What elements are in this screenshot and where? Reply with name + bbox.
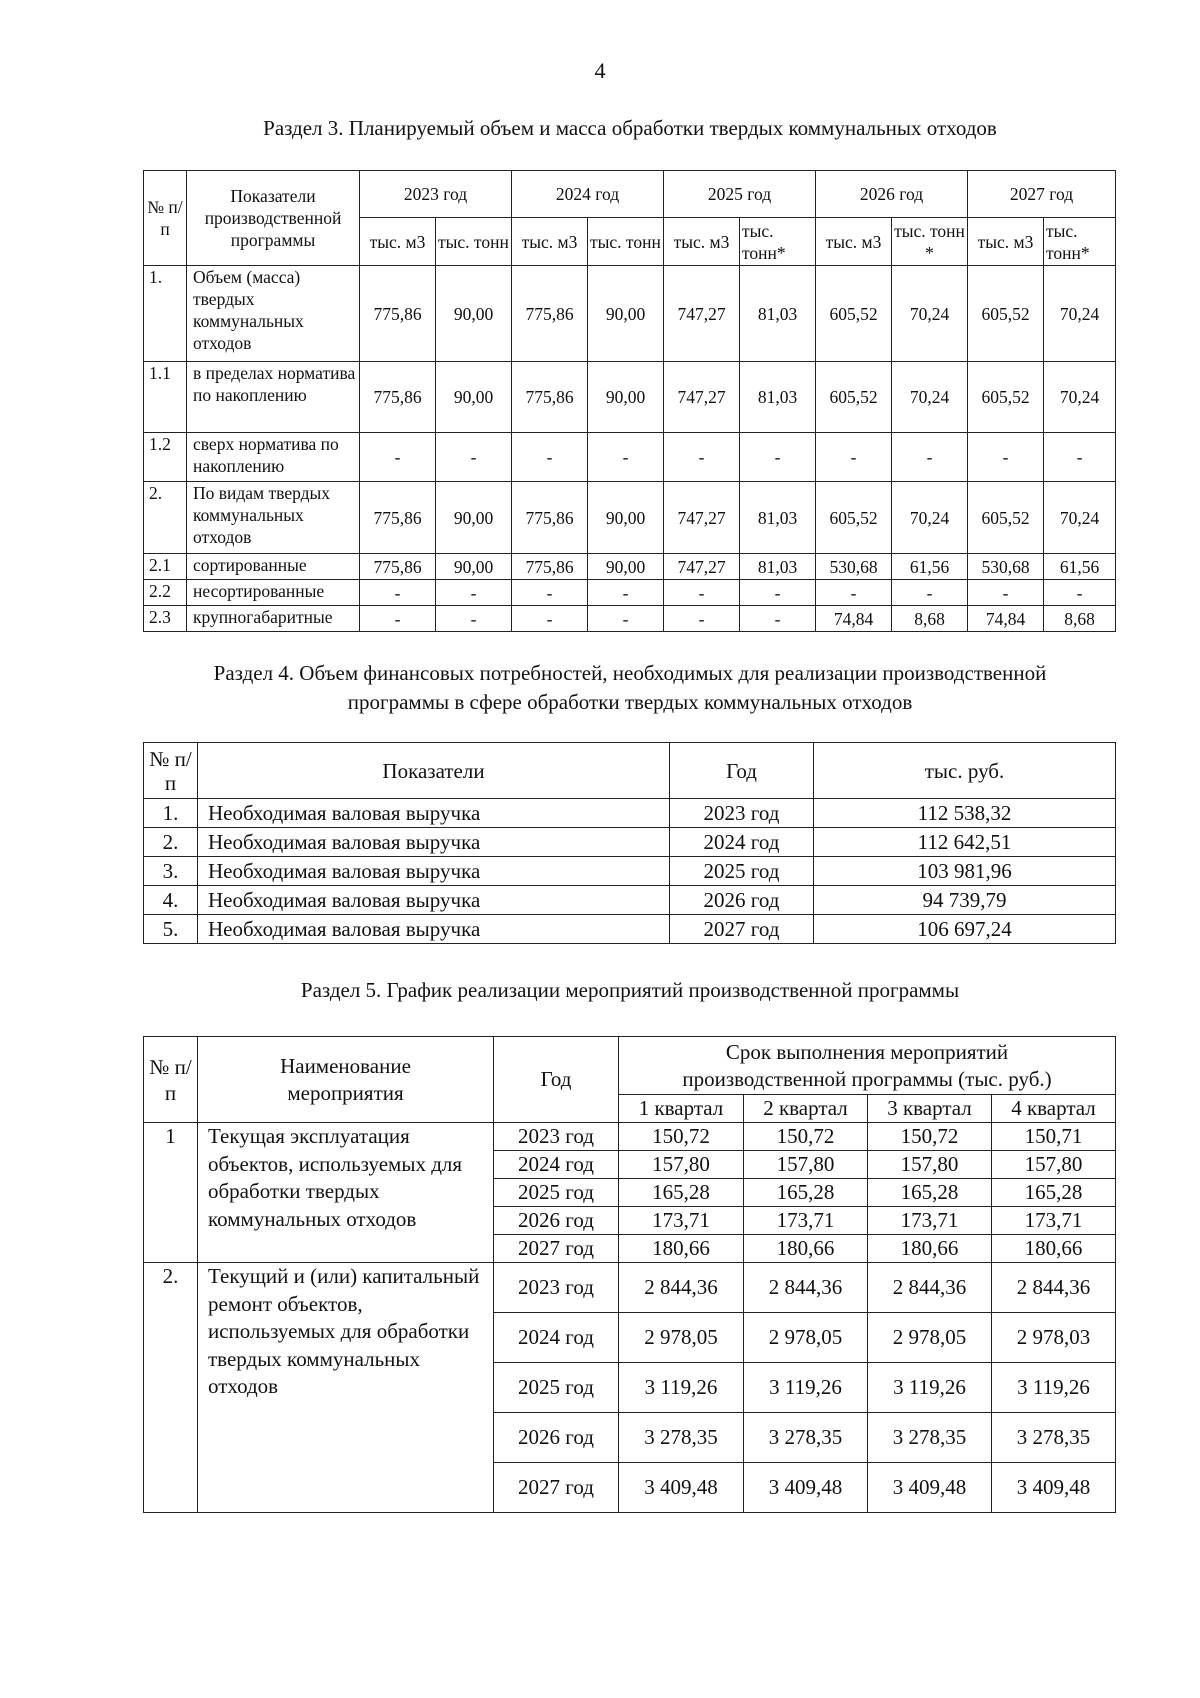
header-quarter: 3 квартал xyxy=(868,1095,992,1123)
table-row xyxy=(144,580,1116,606)
cell: 70,24 xyxy=(1044,266,1116,362)
cell: 61,56 xyxy=(1044,554,1116,580)
cell: 2 844,36 xyxy=(744,1263,868,1313)
header-unit: тыс. м3 xyxy=(664,218,740,266)
cell: 3 119,26 xyxy=(992,1363,1116,1413)
cell: 605,52 xyxy=(968,482,1044,554)
row-year: 2024 год xyxy=(670,828,814,857)
row-num: 1. xyxy=(144,266,187,362)
row-num: 2.3 xyxy=(144,606,187,632)
cell: 150,72 xyxy=(744,1123,868,1151)
row-num: 3. xyxy=(144,857,198,886)
cell: 157,80 xyxy=(992,1151,1116,1179)
section4-title-line2: программы в сфере обработки твердых коммунальных отходов xyxy=(347,690,913,714)
cell: 90,00 xyxy=(588,482,664,554)
table-row xyxy=(144,915,1116,944)
cell: 173,71 xyxy=(868,1207,992,1235)
cell: 70,24 xyxy=(892,482,968,554)
row-year: 2027 год xyxy=(494,1235,619,1263)
header-num: № п/п xyxy=(144,1037,198,1123)
cell: 747,27 xyxy=(664,554,740,580)
cell: 150,72 xyxy=(868,1123,992,1151)
table-row xyxy=(144,886,1116,915)
cell: 70,24 xyxy=(892,266,968,362)
cell: 165,28 xyxy=(868,1179,992,1207)
row-num: 5. xyxy=(144,915,198,944)
section5-table xyxy=(143,1036,1116,1513)
row-year: 2023 год xyxy=(670,799,814,828)
section3-table xyxy=(143,170,1116,632)
cell: - xyxy=(816,580,892,606)
section3-title: Раздел 3. Планируемый объем и масса обработки твердых коммунальных отходов xyxy=(263,116,997,140)
cell: 8,68 xyxy=(892,606,968,632)
cell: 165,28 xyxy=(619,1179,744,1207)
cell: 70,24 xyxy=(892,362,968,433)
group-label: Текущая эксплуатация объектов, используемых для обработки твердых коммунальных отходов xyxy=(198,1123,494,1263)
cell: - xyxy=(588,580,664,606)
cell: 3 409,48 xyxy=(868,1463,992,1513)
cell: 2 978,05 xyxy=(744,1313,868,1363)
cell: 157,80 xyxy=(619,1151,744,1179)
cell: - xyxy=(968,433,1044,482)
page-number: 4 xyxy=(594,58,606,83)
cell: - xyxy=(1044,433,1116,482)
cell: 157,80 xyxy=(744,1151,868,1179)
section4-title-line1: Раздел 4. Объем финансовых потребностей, необходимых для реализации производственной xyxy=(213,661,1047,685)
cell: 775,86 xyxy=(360,554,436,580)
cell: 2 844,36 xyxy=(868,1263,992,1313)
cell: 3 278,35 xyxy=(744,1413,868,1463)
cell: 90,00 xyxy=(436,482,512,554)
cell: 2 978,05 xyxy=(619,1313,744,1363)
row-year: 2026 год xyxy=(494,1207,619,1235)
header-unit: тыс. м3 xyxy=(816,218,892,266)
cell: - xyxy=(436,606,512,632)
row-year: 2027 год xyxy=(494,1463,619,1513)
group-num: 1 xyxy=(144,1123,198,1263)
cell: 150,72 xyxy=(619,1123,744,1151)
header-year: 2026 год xyxy=(816,171,968,218)
row-label: Необходимая валовая выручка xyxy=(198,828,670,857)
section4-table xyxy=(143,742,1116,944)
row-num: 1. xyxy=(144,799,198,828)
cell: 3 409,48 xyxy=(619,1463,744,1513)
cell: 70,24 xyxy=(1044,362,1116,433)
row-label: Необходимая валовая выручка xyxy=(198,886,670,915)
row-value: 112 538,32 xyxy=(814,799,1116,828)
cell: - xyxy=(512,606,588,632)
row-year: 2025 год xyxy=(494,1363,619,1413)
cell: 2 978,03 xyxy=(992,1313,1116,1363)
table-row xyxy=(144,606,1116,632)
cell: 90,00 xyxy=(436,362,512,433)
header-unit: тыс. тонн xyxy=(436,218,512,266)
cell: 150,71 xyxy=(992,1123,1116,1151)
cell: 747,27 xyxy=(664,266,740,362)
header-unit: тыс. м3 xyxy=(512,218,588,266)
table-row xyxy=(144,266,1116,362)
cell: 3 409,48 xyxy=(992,1463,1116,1513)
header-unit: тыс. м3 xyxy=(968,218,1044,266)
cell: 2 978,05 xyxy=(868,1313,992,1363)
cell: 90,00 xyxy=(436,554,512,580)
cell: 90,00 xyxy=(588,554,664,580)
row-year: 2026 год xyxy=(670,886,814,915)
cell: - xyxy=(436,580,512,606)
cell: 90,00 xyxy=(588,362,664,433)
cell: 3 119,26 xyxy=(868,1363,992,1413)
row-year: 2025 год xyxy=(494,1179,619,1207)
header-year: Год xyxy=(670,743,814,799)
cell: 173,71 xyxy=(992,1207,1116,1235)
table-row xyxy=(144,828,1116,857)
header-quarter: 1 квартал xyxy=(619,1095,744,1123)
header-year: 2027 год xyxy=(968,171,1116,218)
header-unit: тыс. тонн* xyxy=(740,218,816,266)
cell: - xyxy=(816,433,892,482)
header-num: № п/п xyxy=(144,743,198,799)
cell: - xyxy=(740,580,816,606)
section4-title xyxy=(120,659,1140,717)
group-num: 2. xyxy=(144,1263,198,1513)
cell: - xyxy=(664,433,740,482)
cell: 180,66 xyxy=(868,1235,992,1263)
cell: 605,52 xyxy=(968,362,1044,433)
cell: 90,00 xyxy=(588,266,664,362)
row-label: сортированные xyxy=(187,554,360,580)
header-year: 2023 год xyxy=(360,171,512,218)
cell: - xyxy=(588,433,664,482)
row-num: 1.1 xyxy=(144,362,187,433)
cell: 530,68 xyxy=(968,554,1044,580)
table-row xyxy=(144,482,1116,554)
cell: - xyxy=(1044,580,1116,606)
row-num: 2. xyxy=(144,828,198,857)
cell: 2 844,36 xyxy=(619,1263,744,1313)
cell: - xyxy=(512,580,588,606)
cell: 81,03 xyxy=(740,362,816,433)
cell: 180,66 xyxy=(744,1235,868,1263)
header-year: Год xyxy=(494,1037,619,1123)
row-year: 2025 год xyxy=(670,857,814,886)
row-label: Необходимая валовая выручка xyxy=(198,915,670,944)
cell: 775,86 xyxy=(360,482,436,554)
row-label: несортированные xyxy=(187,580,360,606)
cell: - xyxy=(892,580,968,606)
row-year: 2026 год xyxy=(494,1413,619,1463)
row-num: 2.2 xyxy=(144,580,187,606)
row-num: 2. xyxy=(144,482,187,554)
cell: - xyxy=(360,606,436,632)
row-value: 112 642,51 xyxy=(814,828,1116,857)
row-num: 4. xyxy=(144,886,198,915)
cell: 747,27 xyxy=(664,362,740,433)
table-row xyxy=(144,1263,1116,1313)
cell: 775,86 xyxy=(512,482,588,554)
cell: - xyxy=(968,580,1044,606)
cell: 165,28 xyxy=(992,1179,1116,1207)
header-num: № п/п xyxy=(144,171,187,266)
row-year: 2023 год xyxy=(494,1263,619,1313)
row-value: 103 981,96 xyxy=(814,857,1116,886)
header-quarter: 2 квартал xyxy=(744,1095,868,1123)
cell: 81,03 xyxy=(740,482,816,554)
cell: - xyxy=(740,606,816,632)
row-label: в пределах норматива по накоплению xyxy=(187,362,360,433)
header-quarter: 4 квартал xyxy=(992,1095,1116,1123)
cell: 90,00 xyxy=(436,266,512,362)
cell: 605,52 xyxy=(816,482,892,554)
cell: 3 409,48 xyxy=(744,1463,868,1513)
cell: - xyxy=(892,433,968,482)
header-unit: тыс. тонн xyxy=(588,218,664,266)
section5-title: Раздел 5. График реализации мероприятий производственной программы xyxy=(300,978,960,1002)
cell: - xyxy=(360,580,436,606)
cell: 165,28 xyxy=(744,1179,868,1207)
cell: 775,86 xyxy=(512,554,588,580)
header-value: тыс. руб. xyxy=(814,743,1116,799)
cell: 70,24 xyxy=(1044,482,1116,554)
cell: 775,86 xyxy=(360,362,436,433)
table-row xyxy=(144,799,1116,828)
row-num: 2.1 xyxy=(144,554,187,580)
row-year: 2024 год xyxy=(494,1151,619,1179)
row-value: 94 739,79 xyxy=(814,886,1116,915)
table-row xyxy=(144,433,1116,482)
table-row xyxy=(144,857,1116,886)
cell: 3 278,35 xyxy=(619,1413,744,1463)
cell: 530,68 xyxy=(816,554,892,580)
cell: 3 119,26 xyxy=(744,1363,868,1413)
cell: 605,52 xyxy=(968,266,1044,362)
cell: - xyxy=(664,580,740,606)
cell: 775,86 xyxy=(512,362,588,433)
row-year: 2023 год xyxy=(494,1123,619,1151)
row-label: Объем (масса) твердых коммунальных отходов xyxy=(187,266,360,362)
cell: 74,84 xyxy=(968,606,1044,632)
cell: 605,52 xyxy=(816,362,892,433)
header-year: 2025 год xyxy=(664,171,816,218)
header-unit: тыс. тонн * xyxy=(892,218,968,266)
cell: - xyxy=(436,433,512,482)
cell: - xyxy=(512,433,588,482)
row-label: сверх норматива по накоплению xyxy=(187,433,360,482)
header-term: Срок выполнения мероприятий производственной программы (тыс. руб.) xyxy=(619,1037,1116,1095)
row-label: По видам твердых коммунальных отходов xyxy=(187,482,360,554)
cell: 173,71 xyxy=(619,1207,744,1235)
cell: 747,27 xyxy=(664,482,740,554)
row-label: Необходимая валовая выручка xyxy=(198,857,670,886)
cell: 180,66 xyxy=(992,1235,1116,1263)
row-num: 1.2 xyxy=(144,433,187,482)
table-row xyxy=(144,554,1116,580)
table-row xyxy=(144,1123,1116,1151)
cell: 605,52 xyxy=(816,266,892,362)
cell: 61,56 xyxy=(892,554,968,580)
row-label: крупногабаритные xyxy=(187,606,360,632)
row-label: Необходимая валовая выручка xyxy=(198,799,670,828)
cell: 81,03 xyxy=(740,554,816,580)
cell: - xyxy=(664,606,740,632)
cell: 3 278,35 xyxy=(868,1413,992,1463)
row-value: 106 697,24 xyxy=(814,915,1116,944)
table-row xyxy=(144,362,1116,433)
header-indicator: Показатели производственной программы xyxy=(187,171,360,266)
cell: - xyxy=(740,433,816,482)
header-name: Наименование мероприятия xyxy=(198,1037,494,1123)
cell: 3 278,35 xyxy=(992,1413,1116,1463)
cell: - xyxy=(360,433,436,482)
cell: 81,03 xyxy=(740,266,816,362)
row-year: 2027 год xyxy=(670,915,814,944)
cell: 8,68 xyxy=(1044,606,1116,632)
cell: 3 119,26 xyxy=(619,1363,744,1413)
cell: 74,84 xyxy=(816,606,892,632)
cell: 2 844,36 xyxy=(992,1263,1116,1313)
cell: 775,86 xyxy=(512,266,588,362)
cell: - xyxy=(588,606,664,632)
cell: 173,71 xyxy=(744,1207,868,1235)
row-year: 2024 год xyxy=(494,1313,619,1363)
cell: 775,86 xyxy=(360,266,436,362)
header-unit: тыс. м3 xyxy=(360,218,436,266)
header-indicator: Показатели xyxy=(198,743,670,799)
cell: 180,66 xyxy=(619,1235,744,1263)
cell: 157,80 xyxy=(868,1151,992,1179)
header-unit: тыс. тонн* xyxy=(1044,218,1116,266)
group-label: Текущий и (или) капитальный ремонт объектов, используемых для обработки твердых коммунальных отходов xyxy=(198,1263,494,1513)
header-year: 2024 год xyxy=(512,171,664,218)
